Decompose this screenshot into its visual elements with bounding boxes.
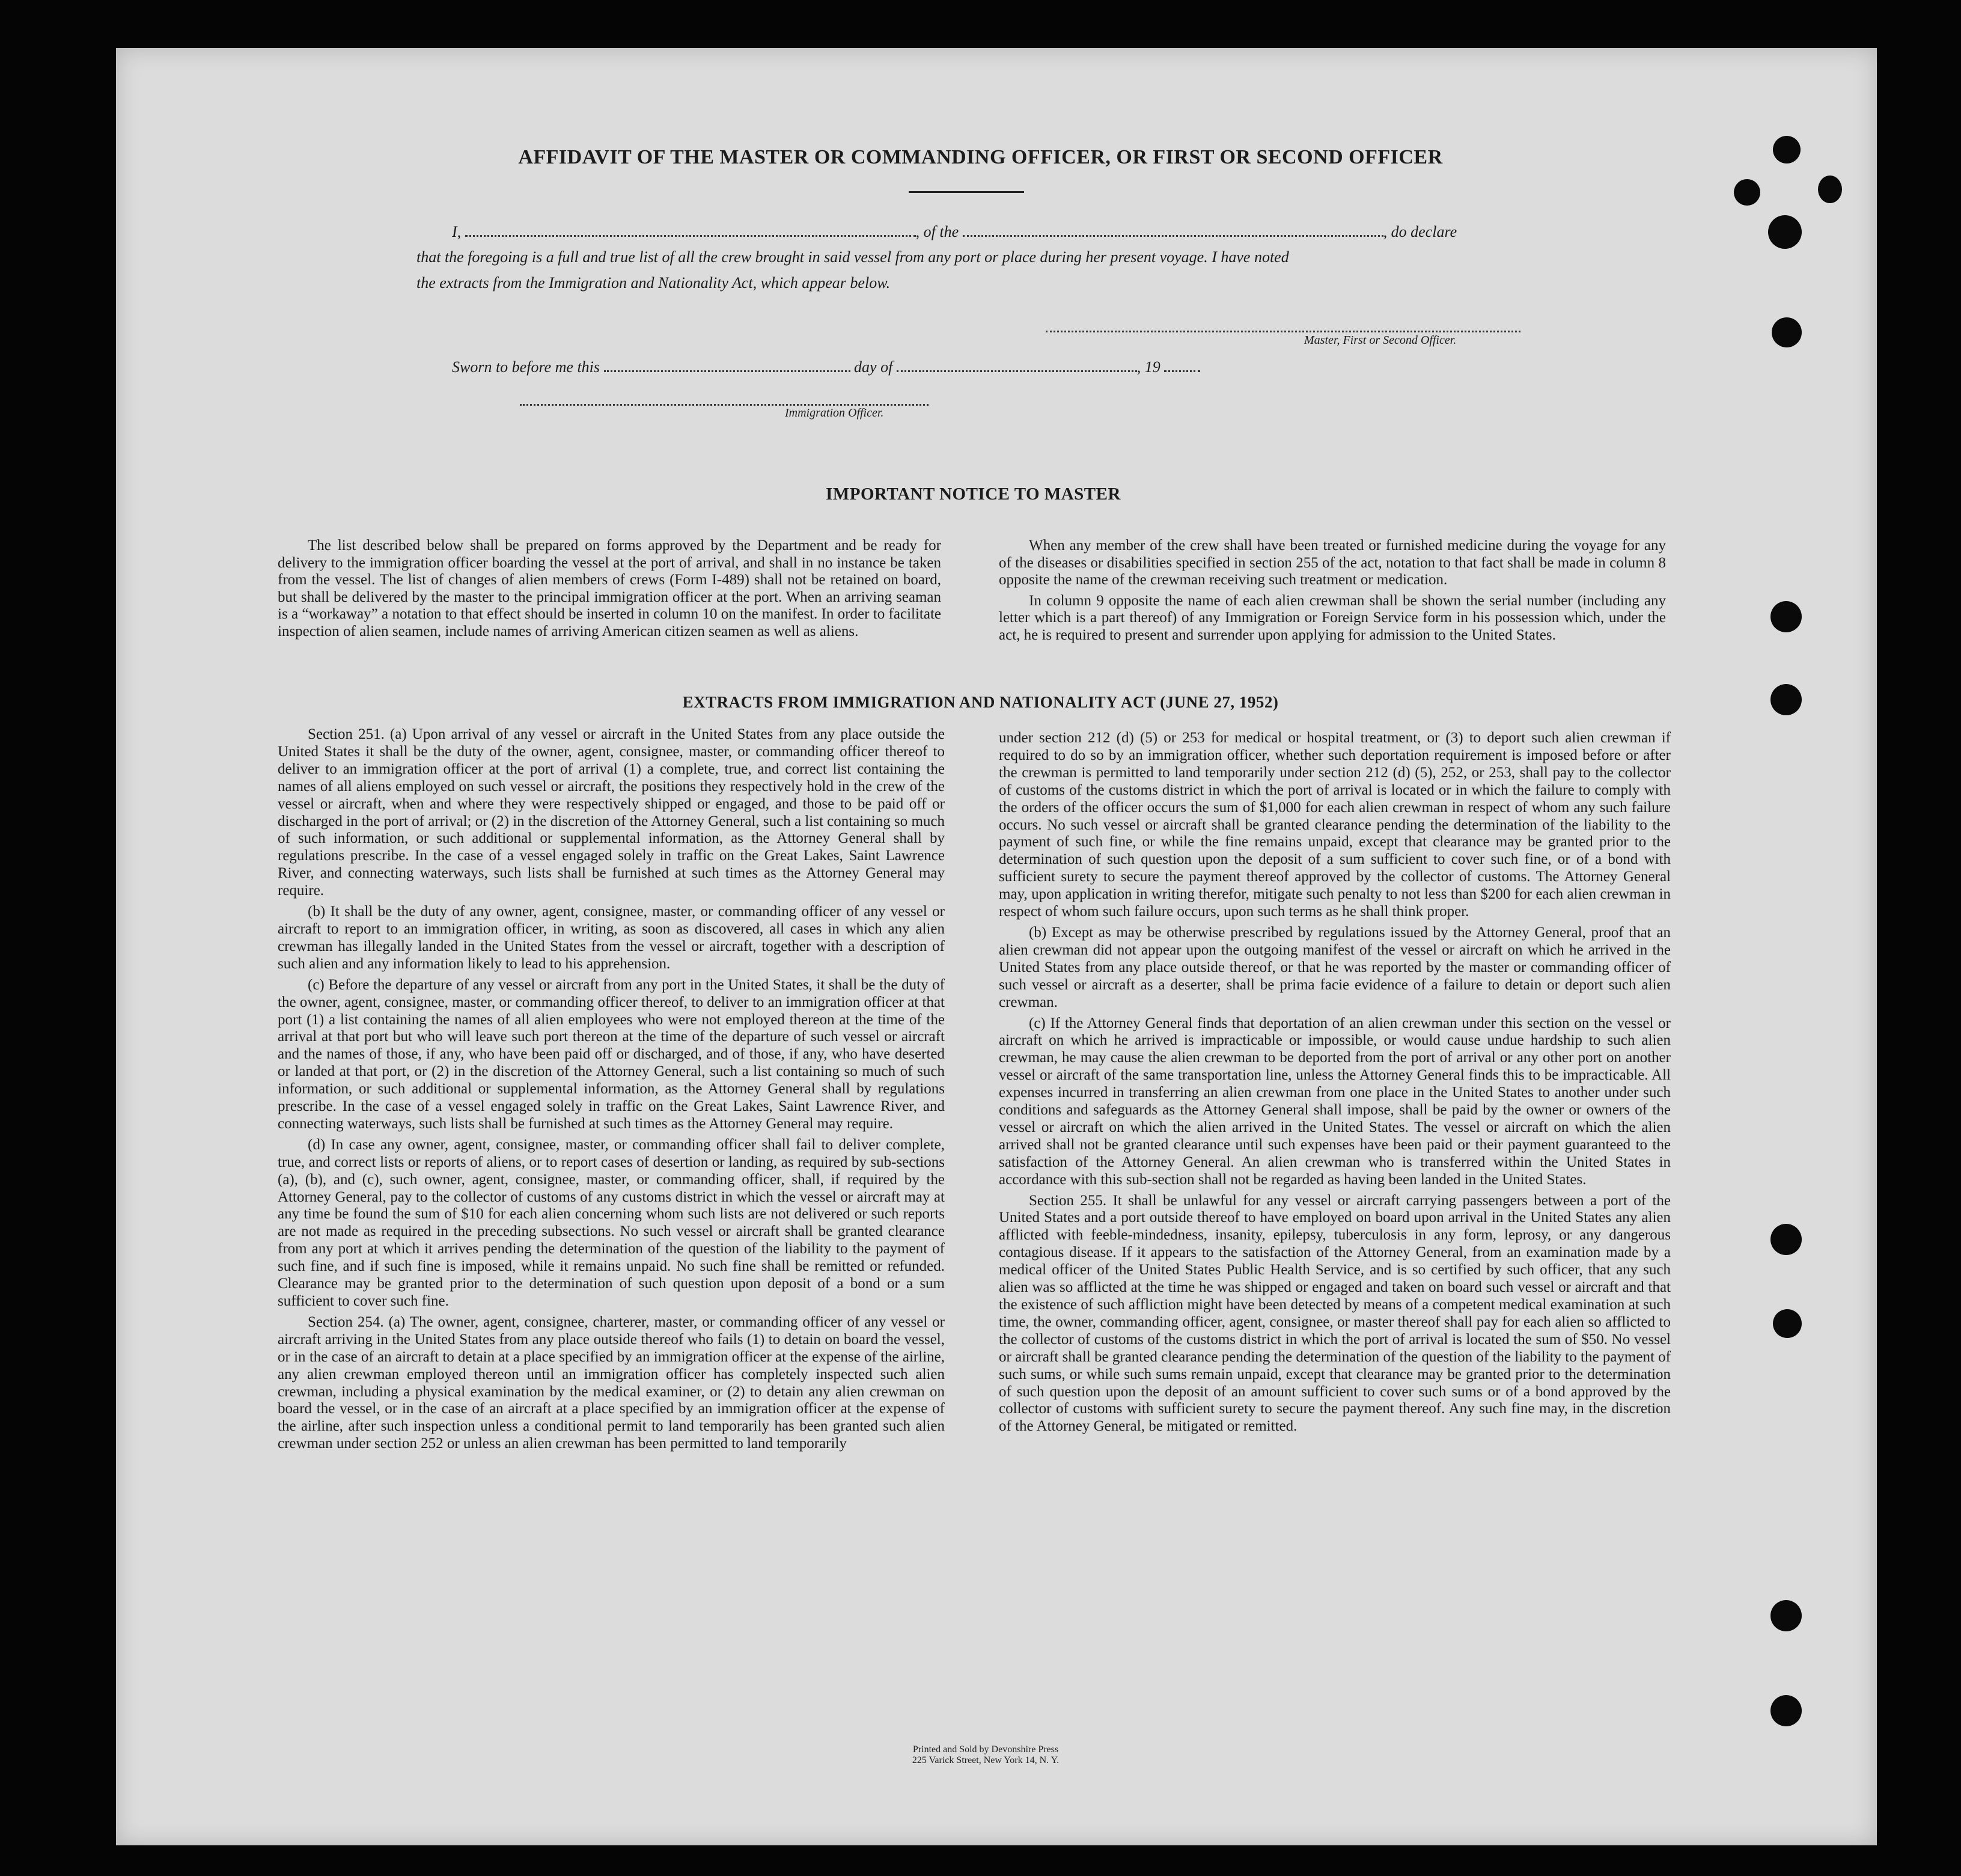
- notice-title: IMPORTANT NOTICE TO MASTER: [826, 484, 1121, 504]
- declaration-of-the: , of the: [915, 223, 959, 240]
- punch-hole: [1770, 601, 1802, 632]
- officer-signature-label: Immigration Officer.: [785, 406, 884, 420]
- sworn-date-blank[interactable]: [604, 357, 850, 372]
- extracts-right-column: [999, 730, 1671, 1439]
- declaration-do-declare: , do declare: [1383, 223, 1457, 240]
- section-paragraph: (b) It shall be the duty of any owner, agent, consignee, master, or commanding officer of any vessel or aircraft to report to an immigration officer, in writing, as soon as discovered, all cases in which any alien crewman has illegally landed in the United States from the vessel or aircraft, together with a description of such alien and any information likely to lead to his apprehension.: [278, 903, 945, 972]
- section-paragraph: (b) Except as may be otherwise prescribed by regulations issued by the Attorney General, proof that an alien crewman did not appear upon the outgoing manifest of the vessel or aircraft on which he arrived in the United States from any place outside thereof, or that he was reported by the master or commanding officer of such vessel or aircraft as a deserter, shall be prima facie evidence of a failure to detain or deport such alien crewman.: [999, 924, 1671, 1010]
- notice-paragraph: The list described below shall be prepared on forms approved by the Department and be ready for delivery to the immigration officer boarding the vessel at the port of arrival, and shall in no instance be taken from the vessel. The list of changes of alien members of crews (Form I-489) shall not be retained on board, but shall be delivered by the master to the principal immigration officer at the port. When an arriving seaman is a “workaway” a notation to that effect should be inserted in column 10 on the manifest. In order to facilitate inspection of alien seamen, include names of arriving American citizen seamen as well as aliens.: [278, 537, 941, 640]
- punch-hole: [1770, 1600, 1802, 1631]
- title-underline: [909, 191, 1024, 193]
- extracts-title: EXTRACTS FROM IMMIGRATION AND NATIONALITY ACT (JUNE 27, 1952): [682, 693, 1279, 711]
- punch-hole: [1772, 317, 1802, 347]
- declaration-text-1: that the foregoing is a full and true list of all the crew brought in said vessel from any port or place during her present voyage. I have noted: [416, 248, 1289, 266]
- section-paragraph: under section 212 (d) (5) or 253 for medical or hospital treatment, or (3) to deport such alien crewman if required to do so by an immigration officer, whether such deportation requirement is imposed before or after the crewman is permitted to land temporarily under section 212 (d) (5), 252, or 253, shall pay to the collector of customs of the customs district in which the port of arrival is located or in which the failure to comply with the orders of the officer occurs the sum of $1,000 for each alien crewman in respect of whom any such failure occurs. No such vessel or aircraft shall be granted clearance pending the determination of the liability to the payment of such fine, or while the fine remains unpaid, except that clearance may be granted prior to the determination of such question upon the deposit of a sum sufficient to cover such fine, or of a bond with sufficient surety to secure the payment thereof approved by the collector of customs. The Attorney General may, upon application in writing therefor, mitigate such penalty to not less than $200 for each alien crewman in respect of whom such failure occurs, upon such terms as he shall think proper.: [999, 730, 1671, 920]
- section-paragraph: (c) If the Attorney General finds that deportation of an alien crewman under this section on the vessel or aircraft on which he arrived is impracticable or impossible, or would cause undue hardship to such alien crewman, he may cause the alien crewman to be deported from the port of arrival or any other port on another vessel or aircraft of the same transportation line, unless the Attorney General finds this to be impracticable. All expenses incurred in transferring an alien crewman from one place in the United States to another under such conditions and safeguards as the Attorney General shall impose, shall be paid by the owner or owners of the vessel or aircraft on which the alien arrived in the United States. The vessel or aircraft on which the alien arrived shall not be granted clearance until such expenses have been paid or their payment guaranteed to the satisfaction of the Attorney General. An alien crewman who is transferred within the United States in accordance with this sub-section shall not be regarded as having been landed in the United States.: [999, 1015, 1671, 1188]
- affidavit-title: AFFIDAVIT OF THE MASTER OR COMMANDING OFFICER, OR FIRST OR SECOND OFFICER: [518, 146, 1443, 168]
- declaration-line: [452, 222, 1457, 241]
- section-paragraph: (c) Before the departure of any vessel or aircraft from any port in the United States, it shall be the duty of the owner, agent, consignee, master, or commanding officer thereof, to deliver to an immigration officer at that port (1) a list containing the names of all alien employees who were not employed thereon at the time of the arrival at that port but who will leave such port thereon at the time of the departure of such vessel or aircraft and the names of those, if any, who have been paid off or discharged, and of those, if any, who have deserted or landed at that port, or (2) in the discretion of the Attorney General, such a list containing so much of such information, or such additional or supplemental information, as the Attorney General shall by regulations prescribe. In the case of a vessel engaged solely in traffic on the Great Lakes, Saint Lawrence River, and connecting waterways, such lists shall be furnished at such times as the Attorney General may require.: [278, 976, 945, 1132]
- master-signature-label: Master, First or Second Officer.: [1304, 334, 1457, 347]
- section-paragraph: Section 255. It shall be unlawful for any vessel or aircraft carrying passengers between a port of the United States and a port outside thereof to have employed on board upon arrival in the United States any alien afflicted with feeble-mindedness, insanity, epilepsy, tuberculosis in any form, leprosy, or any dangerous contagious disease. If it appears to the satisfaction of the Attorney General, from an examination made by a medical officer of the United States Public Health Service, and is so certified by such officer, that any such alien was so afflicted at the time he was shipped or engaged and taken on board such vessel or aircraft and that the existence of such affliction might have been detected by means of a competent medical examination at such time, the owner, commanding officer, agent, consignee, or master thereof shall pay for each alien so afflicted to the collector of customs of the customs district in which the port of arrival is located the sum of $50. No vessel or aircraft shall be granted clearance pending the determination of the question of the liability to the payment of such sums, or while such sums remain unpaid, except that clearance may be granted prior to the determination of such question upon the deposit of an amount sufficient to cover such sums or of a bond approved by the collector of customs with sufficient surety to secure the payment thereof. Any such fine may, in the discretion of the Attorney General, be mitigated or remitted.: [999, 1192, 1671, 1435]
- section-paragraph: Section 254. (a) The owner, agent, consignee, charterer, master, or commanding officer of any vessel or aircraft arriving in the United States from any place outside thereof who fails (1) to detain on board the vessel, or in the case of an aircraft to detain at a place specified by an immigration officer at the expense of the airline, any alien crewman employed thereon until an immigration officer has completely inspected such alien crewman, including a physical examination by the medical examiner, or (2) to detain any alien crewman on board the vessel, or in the case of an aircraft at a place specified by an immigration officer at the expense of the airline, after such inspection unless a conditional permit to land temporarily has been granted such alien crewman under section 252 or unless an alien crewman has been permitted to land temporarily: [278, 1313, 945, 1452]
- officer-signature-blank[interactable]: [520, 393, 929, 406]
- day-of-label: day of: [854, 358, 893, 376]
- printer-imprint: [811, 1744, 1160, 1766]
- extracts-left-column: [278, 726, 945, 1456]
- section-paragraph: Section 251. (a) Upon arrival of any vessel or aircraft in the United States from any place outside the United States it shall be the duty of the owner, agent, consignee, master, or commanding officer thereof to deliver to an immigration officer at the port of arrival (1) a complete, true, and correct list containing the names of all aliens employed on such vessel or aircraft, the positions they respectively hold in the crew of the vessel or aircraft, when and where they were respectively shipped or engaged, and those to be paid off or discharged in the port of arrival; or (2) in the discretion of the Attorney General, such a list containing so much of such information, or such additional or supplemental information, as the Attorney General shall by regulations prescribe. In the case of a vessel engaged solely in traffic on the Great Lakes, Saint Lawrence River, and connecting waterways, such lists shall be furnished at such times as the Attorney General may require.: [278, 726, 945, 899]
- punch-hole: [1818, 176, 1842, 203]
- printer-address: 225 Varick Street, New York 14, N. Y.: [912, 1755, 1060, 1765]
- punch-hole: [1768, 215, 1802, 249]
- punch-hole: [1734, 179, 1760, 206]
- punch-hole: [1773, 1309, 1802, 1338]
- notice-right-column: [999, 537, 1666, 647]
- punch-hole: [1770, 1695, 1802, 1726]
- section-paragraph: (d) In case any owner, agent, consignee, master, or commanding officer shall fail to deliver complete, true, and correct lists or reports of aliens, or to report cases of desertion or landing, as required by sub-sections (a), (b), and (c), such owner, agent, consignee, master, or commanding officer, shall, if required by the Attorney General, pay to the collector of customs of any customs district in which the vessel or aircraft may at any time be found the sum of $10 for each alien concerning whom such lists are not delivered or such reports are not made as required in the preceding subsections. No such vessel or aircraft shall be granted clearance from any port at which it arrives pending the determination of the question of the liability to the payment of such fine, and if such fine is imposed, while it remains unpaid. No such fine shall be remitted or refunded. Clearance may be granted prior to the determination of such question upon deposit of a bond or a sum sufficient to cover such fine.: [278, 1136, 945, 1309]
- notice-left-column: [278, 537, 941, 644]
- month-blank[interactable]: [897, 357, 1137, 372]
- sworn-line: [452, 357, 1200, 376]
- notice-paragraph: When any member of the crew shall have been treated or furnished medicine during the voyage for any of the diseases or disabilities specified in section 255 of the act, notation to that fact shall be made in column 8 opposite the name of the crewman receiving such treatment or medication.: [999, 537, 1666, 588]
- declaration-text-2: the extracts from the Immigration and Nationality Act, which appear below.: [416, 274, 891, 292]
- name-blank[interactable]: [465, 222, 916, 237]
- year-label: , 19: [1136, 358, 1160, 376]
- vessel-blank[interactable]: [963, 222, 1383, 237]
- year-blank[interactable]: [1164, 357, 1200, 372]
- punch-hole: [1770, 1224, 1802, 1255]
- printer-name: Printed and Sold by Devonshire Press: [912, 1744, 1059, 1755]
- notice-paragraph: In column 9 opposite the name of each alien crewman shall be shown the serial number (including any letter which is a part thereof) of any Immigration or Foreign Service form in his possession which, under the act, he is required to present and surrender upon applying for admission to the United States.: [999, 592, 1666, 643]
- declaration-i: I,: [452, 223, 462, 240]
- master-signature-blank[interactable]: [1046, 319, 1520, 332]
- sworn-label: Sworn to before me this: [452, 358, 600, 376]
